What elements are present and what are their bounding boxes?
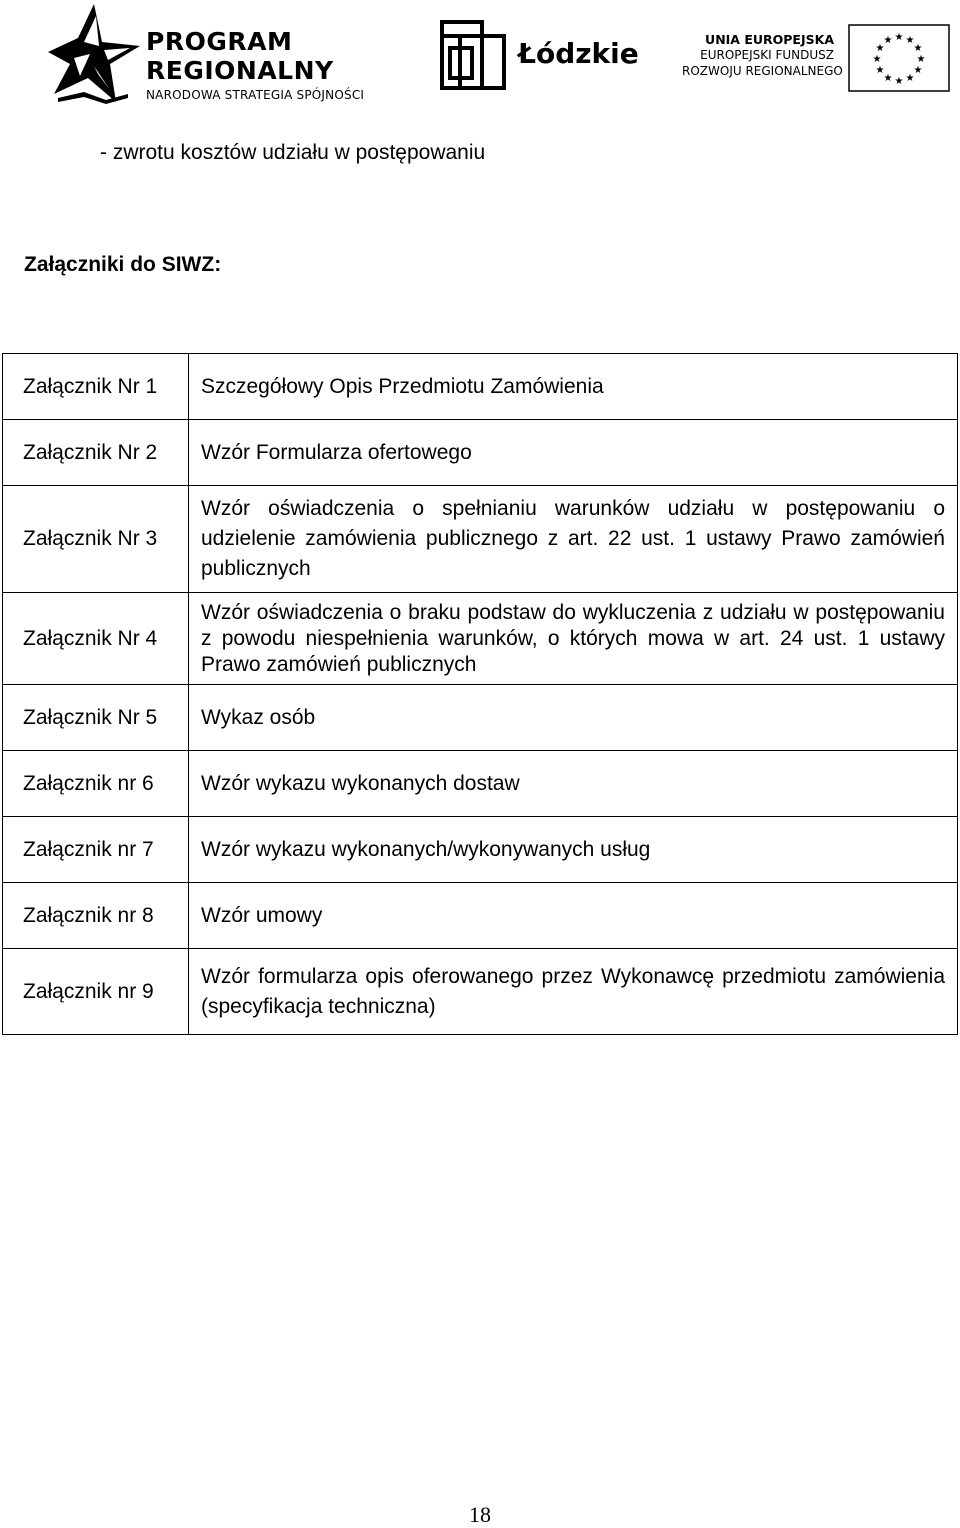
attachment-description: Wzór Formularza ofertowego [189, 420, 958, 486]
program-regionalny-star-icon [44, 2, 144, 106]
table-row [3, 685, 958, 751]
page-header [0, 0, 960, 110]
regionalny-text: REGIONALNY [146, 56, 334, 85]
svg-text:★: ★ [883, 35, 893, 46]
eu-fund-line2: ROZWOJU REGIONALNEGO [682, 64, 843, 78]
attachment-description: Wykaz osób [189, 685, 958, 751]
attachment-label: Załącznik Nr 4 [3, 593, 189, 685]
lodzkie-emblem-icon [440, 20, 508, 90]
attachments-heading: Załączniki do SIWZ: [24, 253, 222, 276]
svg-text:★: ★ [875, 43, 885, 54]
table-row [3, 751, 958, 817]
svg-text:★: ★ [905, 35, 915, 46]
attachment-label: Załącznik nr 7 [3, 817, 189, 883]
attachment-label: Załącznik nr 9 [3, 949, 189, 1035]
eu-title: UNIA EUROPEJSKA [705, 32, 834, 47]
attachments-table [2, 353, 958, 1035]
table-row [3, 817, 958, 883]
attachment-description: Wzór oświadczenia o braku podstaw do wykluczenia z udziału w postępowaniu z powodu niespełnienia warunków, o których mowa w art. 24 ust. 1 ustawy Prawo zamówień publicznych [189, 593, 958, 685]
attachment-label: Załącznik Nr 5 [3, 685, 189, 751]
eu-logo [682, 24, 952, 94]
table-row [3, 354, 958, 420]
lodzkie-text: Łódzkie [518, 37, 639, 70]
table-row [3, 883, 958, 949]
table-row [3, 593, 958, 685]
program-regionalny-logo [44, 2, 404, 106]
attachment-label: Załącznik nr 8 [3, 883, 189, 949]
attachment-label: Załącznik Nr 2 [3, 420, 189, 486]
svg-text:★: ★ [875, 65, 885, 76]
svg-text:★: ★ [894, 76, 904, 87]
svg-text:★: ★ [913, 65, 923, 76]
text-line-cost-return: - zwrotu kosztów udziału w postępowaniu [100, 141, 486, 164]
lodzkie-logo [440, 20, 639, 90]
attachment-description: Wzór wykazu wykonanych dostaw [189, 751, 958, 817]
table-row [3, 486, 958, 593]
svg-text:★: ★ [894, 32, 904, 43]
attachment-label: Załącznik Nr 1 [3, 354, 189, 420]
svg-text:★: ★ [883, 73, 893, 84]
attachment-description: Szczegółowy Opis Przedmiotu Zamówienia [189, 354, 958, 420]
page-number: 18 [469, 1502, 491, 1527]
attachment-label: Załącznik Nr 3 [3, 486, 189, 593]
svg-text:★: ★ [916, 54, 926, 65]
strategia-text: NARODOWA STRATEGIA SPÓJNOŚCI [146, 88, 365, 102]
table-row [3, 949, 958, 1035]
attachment-description: Wzór umowy [189, 883, 958, 949]
svg-text:★: ★ [905, 73, 915, 84]
svg-text:★: ★ [913, 43, 923, 54]
table-row [3, 420, 958, 486]
attachment-description: Wzór formularza opis oferowanego przez Wykonawcę przedmiotu zamówienia (specyfikacja techniczna) [189, 949, 958, 1035]
attachment-label: Załącznik nr 6 [3, 751, 189, 817]
program-text: PROGRAM [146, 27, 293, 56]
attachment-description: Wzór wykazu wykonanych/wykonywanych usług [189, 817, 958, 883]
attachment-description: Wzór oświadczenia o spełnianiu warunków udziału w postępowaniu o udzielenie zamówienia publicznego z art. 22 ust. 1 ustawy Prawo zamówień publicznych [189, 486, 958, 593]
eu-fund-line1: EUROPEJSKI FUNDUSZ [700, 48, 834, 62]
svg-text:★: ★ [872, 54, 882, 65]
eu-flag-icon [848, 24, 950, 92]
